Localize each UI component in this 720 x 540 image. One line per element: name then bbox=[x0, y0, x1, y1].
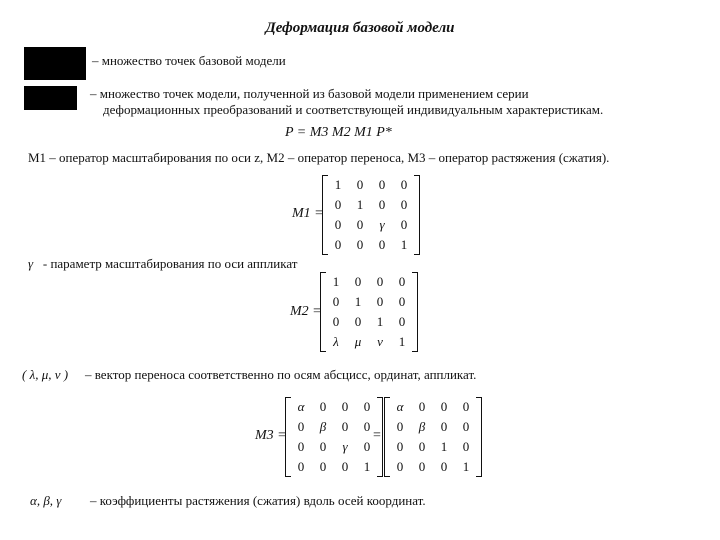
gamma-description bbox=[28, 256, 298, 272]
operators-description: M1 – оператор масштабирования по оси z, M2 – оператор переноса, M3 – оператор растяжения (сжатия). bbox=[28, 150, 610, 165]
scaling-symbols: α, β, γ bbox=[30, 493, 62, 508]
base-points-definition: – множество точек базовой модели bbox=[92, 53, 286, 68]
matrix-cell: β bbox=[418, 419, 426, 434]
matrix-cell: 0 bbox=[396, 419, 404, 434]
matrix-cell: γ bbox=[342, 439, 348, 454]
matrix-cell: 0 bbox=[363, 399, 371, 414]
page-title: Деформация базовой модели bbox=[265, 20, 455, 36]
matrix-cell: 0 bbox=[396, 459, 404, 474]
matrix-cell: 1 bbox=[376, 314, 384, 329]
matrix-cell: 1 bbox=[398, 334, 406, 349]
translation-vector-text: – вектор переноса соответственно по осям абсцисс, ординат, аппликат. bbox=[85, 367, 477, 382]
matrix-cell: 1 bbox=[356, 197, 364, 212]
matrix-cell: γ bbox=[379, 217, 385, 232]
matrix-cell: 0 bbox=[332, 314, 340, 329]
matrix-cell: 1 bbox=[440, 439, 448, 454]
matrix-cell: 0 bbox=[356, 237, 364, 252]
matrix-cell: 1 bbox=[334, 177, 342, 192]
matrix-cell: 0 bbox=[334, 237, 342, 252]
matrix-cell: 0 bbox=[341, 399, 349, 414]
main-formula: P = M3 M2 M1 P* bbox=[285, 125, 392, 140]
matrix-cell: 0 bbox=[356, 217, 364, 232]
matrix-cell: 0 bbox=[341, 419, 349, 434]
matrix-cell: 0 bbox=[363, 419, 371, 434]
matrix-cell: 0 bbox=[334, 197, 342, 212]
matrix-cell: 0 bbox=[398, 274, 406, 289]
matrix-cell: 0 bbox=[418, 399, 426, 414]
equals-sign: = bbox=[373, 428, 381, 443]
matrix-cell: 0 bbox=[376, 274, 384, 289]
matrix-cell: 1 bbox=[363, 459, 371, 474]
deformed-model-symbol-image bbox=[24, 86, 77, 110]
matrix-cell: 0 bbox=[396, 439, 404, 454]
gamma-text: - параметр масштабирования по оси аппликат bbox=[42, 256, 298, 271]
matrix-cell: 0 bbox=[462, 439, 470, 454]
m3-matrix-expanded bbox=[384, 397, 482, 477]
matrix-cell: 0 bbox=[341, 459, 349, 474]
matrix-cell: 0 bbox=[398, 314, 406, 329]
matrix-cell: 0 bbox=[418, 439, 426, 454]
matrix-cell: 0 bbox=[332, 294, 340, 309]
matrix-cell: 0 bbox=[297, 419, 305, 434]
matrix-cell: 0 bbox=[319, 399, 327, 414]
matrix-cell: 0 bbox=[418, 459, 426, 474]
matrix-cell: 1 bbox=[462, 459, 470, 474]
matrix-cell: 0 bbox=[440, 399, 448, 414]
matrix-cell: 0 bbox=[400, 177, 408, 192]
matrix-cell: 0 bbox=[297, 459, 305, 474]
matrix-cell: 0 bbox=[462, 419, 470, 434]
matrix-cell: 1 bbox=[354, 294, 362, 309]
matrix-cell: 0 bbox=[378, 237, 386, 252]
matrix-cell: λ bbox=[333, 334, 339, 349]
matrix-cell: μ bbox=[354, 334, 362, 349]
m2-matrix bbox=[320, 272, 418, 352]
matrix-cell: 0 bbox=[462, 399, 470, 414]
matrix-cell: α bbox=[396, 399, 404, 414]
matrix-cell: 0 bbox=[334, 217, 342, 232]
matrix-cell: 0 bbox=[363, 439, 371, 454]
matrix-cell: 0 bbox=[440, 419, 448, 434]
matrix-cell: 0 bbox=[398, 294, 406, 309]
matrix-cell: 1 bbox=[332, 274, 340, 289]
matrix-cell: β bbox=[319, 419, 327, 434]
m2-label: M2 = bbox=[290, 304, 322, 319]
matrix-cell: 0 bbox=[400, 217, 408, 232]
base-model-symbol-image bbox=[24, 47, 86, 80]
translation-vector-symbol: ( λ, μ, ν ) bbox=[22, 367, 69, 382]
matrix-cell: 0 bbox=[400, 197, 408, 212]
m3-matrix bbox=[285, 397, 383, 477]
matrix-cell: 0 bbox=[319, 459, 327, 474]
matrix-cell: 0 bbox=[354, 314, 362, 329]
matrix-cell: 0 bbox=[378, 177, 386, 192]
gamma-symbol: γ bbox=[28, 256, 34, 271]
matrix-cell: 0 bbox=[319, 439, 327, 454]
matrix-cell: ν bbox=[377, 334, 383, 349]
matrix-cell: 0 bbox=[378, 197, 386, 212]
matrix-cell: 0 bbox=[297, 439, 305, 454]
matrix-cell: 0 bbox=[376, 294, 384, 309]
deformed-points-definition-2: деформационных преобразований и соответствующей индивидуальным характеристикам. bbox=[103, 102, 604, 117]
m3-label: M3 = bbox=[255, 428, 287, 443]
matrix-cell: 1 bbox=[400, 237, 408, 252]
matrix-cell: 0 bbox=[356, 177, 364, 192]
matrix-cell: α bbox=[297, 399, 305, 414]
matrix-cell: 0 bbox=[354, 274, 362, 289]
deformed-points-definition-1: – множество точек модели, полученной из базовой модели применением серии bbox=[90, 86, 529, 101]
matrix-cell: 0 bbox=[440, 459, 448, 474]
m1-matrix bbox=[322, 175, 420, 255]
m1-label: M1 = bbox=[292, 206, 324, 221]
scaling-text: – коэффициенты растяжения (сжатия) вдоль осей координат. bbox=[90, 493, 426, 508]
